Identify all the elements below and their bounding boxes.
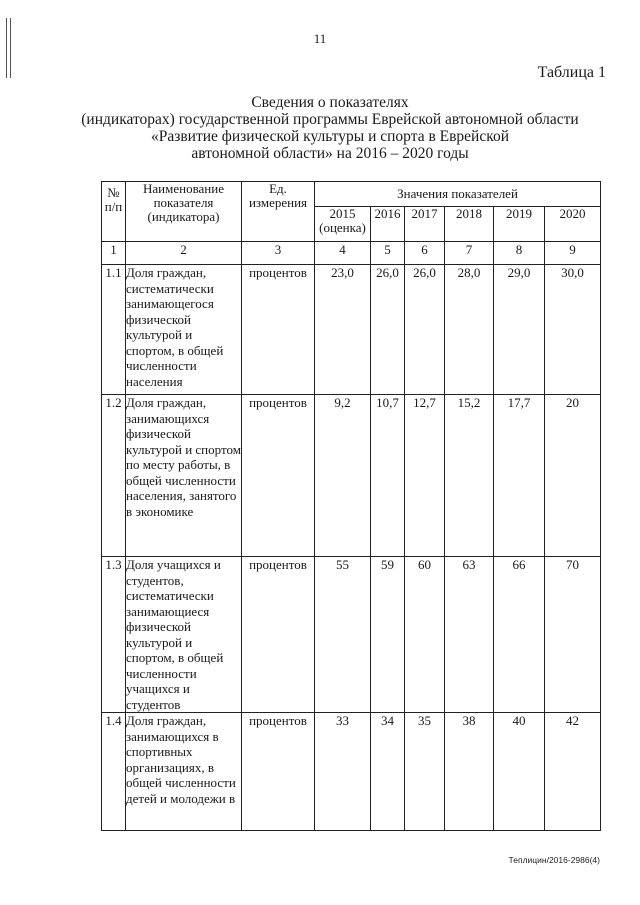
index-cell: 2 bbox=[126, 242, 242, 265]
title-line: Сведения о показателях bbox=[251, 94, 409, 111]
table-label: Таблица 1 bbox=[537, 64, 606, 81]
index-cell: 6 bbox=[405, 242, 445, 265]
header-num: № п/п bbox=[102, 182, 126, 242]
value-cell: 34 bbox=[371, 713, 405, 831]
table-row bbox=[102, 557, 601, 713]
row-number: 1.1 bbox=[102, 265, 126, 395]
index-cell: 1 bbox=[102, 242, 126, 265]
title-line: автономной области» на 2016 – 2020 годы bbox=[191, 145, 469, 162]
value-cell: 26,0 bbox=[405, 265, 445, 395]
header-values: Значения показателей bbox=[315, 182, 601, 207]
value-cell: 40 bbox=[494, 713, 545, 831]
unit-cell: процентов bbox=[242, 265, 315, 395]
value-cell: 66 bbox=[494, 557, 545, 713]
year-cell: 2017 bbox=[405, 207, 445, 242]
value-cell: 29,0 bbox=[494, 265, 545, 395]
value-cell: 59 bbox=[371, 557, 405, 713]
value-cell: 15,2 bbox=[445, 395, 494, 557]
year-cell: 2016 bbox=[371, 207, 405, 242]
table-row bbox=[102, 265, 601, 395]
unit-cell: процентов bbox=[242, 557, 315, 713]
index-cell: 4 bbox=[315, 242, 371, 265]
year-cell: 2018 bbox=[445, 207, 494, 242]
index-cell: 7 bbox=[445, 242, 494, 265]
value-cell: 26,0 bbox=[371, 265, 405, 395]
row-number: 1.2 bbox=[102, 395, 126, 557]
year-cell: 2015 (оценка) bbox=[315, 207, 371, 242]
value-cell: 28,0 bbox=[445, 265, 494, 395]
year-cell: 2020 bbox=[545, 207, 601, 242]
footer-reference: Теплицин/2016-2986(4) bbox=[508, 855, 600, 865]
year-cell: 2019 bbox=[494, 207, 545, 242]
row-number: 1.4 bbox=[102, 713, 126, 831]
header-unit: Ед. измерения bbox=[242, 182, 315, 242]
unit-cell: процентов bbox=[242, 395, 315, 557]
page-number: 11 bbox=[313, 31, 327, 46]
value-cell: 9,2 bbox=[315, 395, 371, 557]
value-cell: 60 bbox=[405, 557, 445, 713]
document-title bbox=[60, 94, 600, 162]
column-index-row bbox=[102, 242, 601, 265]
table-row bbox=[102, 713, 601, 831]
value-cell: 17,7 bbox=[494, 395, 545, 557]
index-cell: 5 bbox=[371, 242, 405, 265]
value-cell: 38 bbox=[445, 713, 494, 831]
header-name: Наименование показателя (индикатора) bbox=[126, 182, 242, 242]
unit-cell: процентов bbox=[242, 713, 315, 831]
scan-margin-marks bbox=[6, 18, 12, 78]
indicator-name: Доля граждан, систематически занимающегося физической культурой и спортом, в общей численности населения bbox=[126, 265, 242, 395]
value-cell: 30,0 bbox=[545, 265, 601, 395]
value-cell: 23,0 bbox=[315, 265, 371, 395]
title-line: (индикаторах) государственной программы Еврейской автономной области bbox=[81, 111, 579, 128]
row-number: 1.3 bbox=[102, 557, 126, 713]
title-line: «Развитие физической культуры и спорта в Еврейской bbox=[150, 128, 510, 145]
value-cell: 10,7 bbox=[371, 395, 405, 557]
value-cell: 63 bbox=[445, 557, 494, 713]
index-cell: 9 bbox=[545, 242, 601, 265]
index-cell: 8 bbox=[494, 242, 545, 265]
indicator-name: Доля учащихся и студентов, систематически занимающиеся физической культурой и спортом, в общей численности учащихся и студентов bbox=[126, 557, 242, 713]
value-cell: 20 bbox=[545, 395, 601, 557]
index-cell: 3 bbox=[242, 242, 315, 265]
value-cell: 12,7 bbox=[405, 395, 445, 557]
indicators-table bbox=[101, 181, 601, 831]
value-cell: 33 bbox=[315, 713, 371, 831]
value-cell: 42 bbox=[545, 713, 601, 831]
header-row bbox=[102, 182, 601, 207]
value-cell: 70 bbox=[545, 557, 601, 713]
table-row bbox=[102, 395, 601, 557]
value-cell: 35 bbox=[405, 713, 445, 831]
indicator-name: Доля граждан, занимающихся в спортивных организациях, в общей численности детей и молодежи в bbox=[126, 713, 242, 831]
indicator-name: Доля граждан, занимающихся физической культурой и спортом по месту работы, в общей численности населения, занятого в экономике bbox=[126, 395, 242, 557]
value-cell: 55 bbox=[315, 557, 371, 713]
